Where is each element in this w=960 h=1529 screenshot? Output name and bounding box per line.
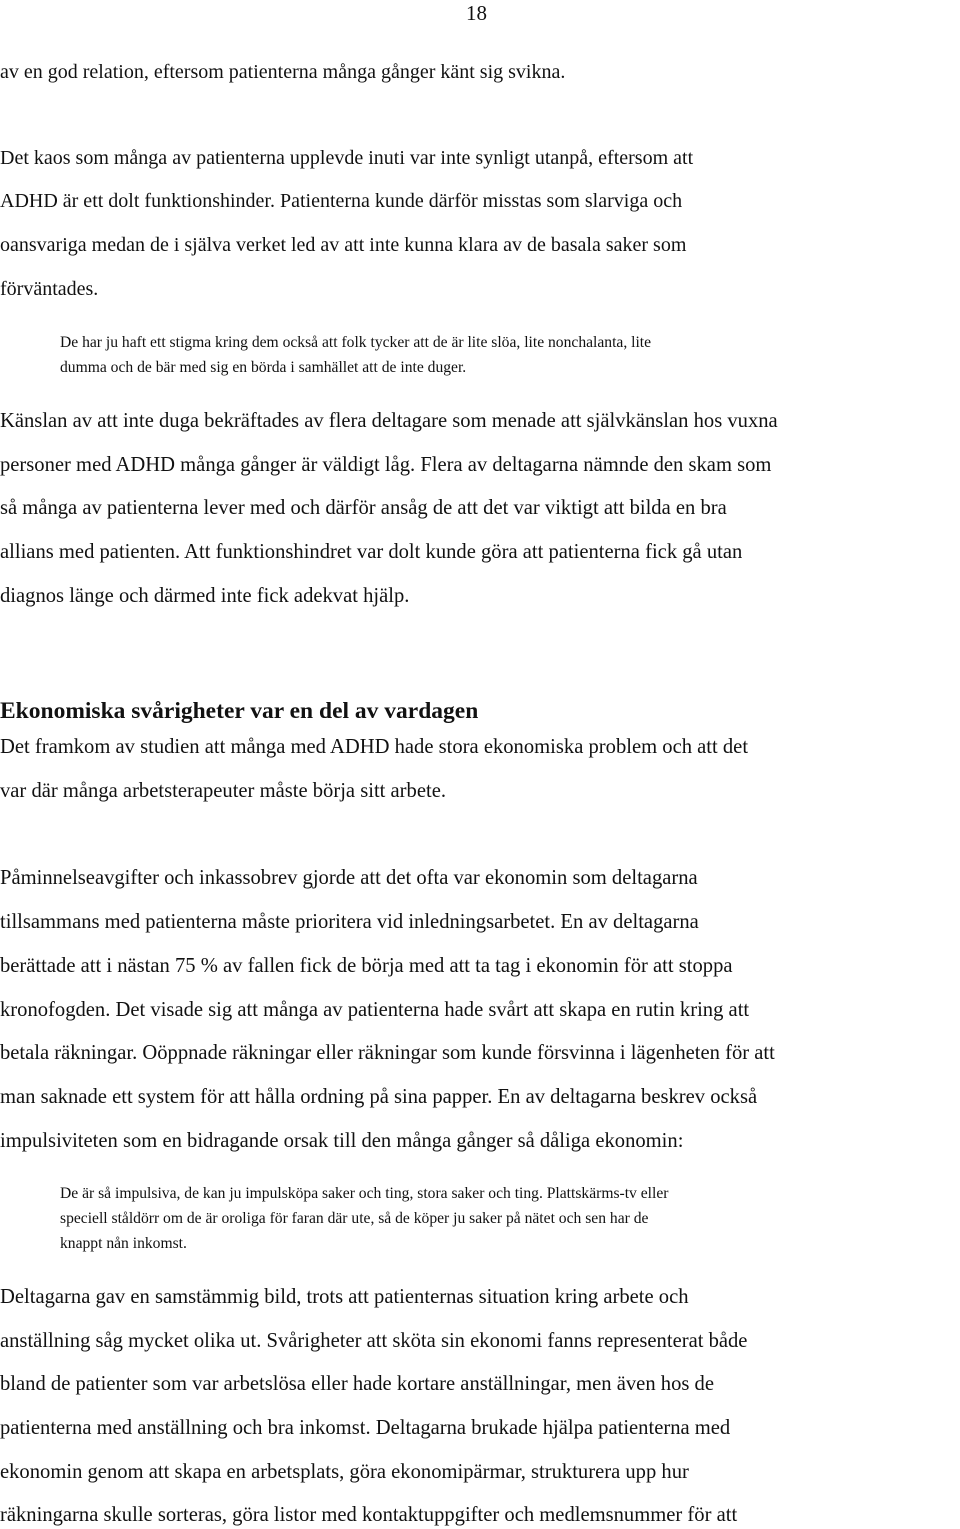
quote-line: De har ju haft ett stigma kring dem också att folk tycker att de är lite slöa, lite nonchalanta, lite bbox=[60, 334, 652, 351]
quote-line: De är så impulsiva, de kan ju impulsköpa saker och ting, stora saker och ting. Plattskärms-tv eller bbox=[60, 1185, 669, 1202]
quote-line: speciell ståldörr om de är oroliga för faran där ute, så de köper ju saker på nätet och sen har de bbox=[60, 1210, 649, 1227]
text-line: av en god relation, eftersom patienterna många gånger känt sig svikna. bbox=[0, 61, 566, 83]
text-line: diagnos länge och därmed inte fick adekvat hjälp. bbox=[0, 585, 410, 607]
quote-line: dumma och de bär med sig en börda i samhället att de inte duger. bbox=[60, 359, 467, 376]
text-line: patienterna med anställning och bra inkomst. Deltagarna brukade hjälpa patienterna med bbox=[0, 1417, 731, 1439]
text-line: Känslan av att inte duga bekräftades av flera deltagare som menade att självkänslan hos vuxna bbox=[0, 410, 778, 432]
quote-line: knappt nån inkomst. bbox=[60, 1235, 187, 1252]
text-line: Det framkom av studien att många med ADHD hade stora ekonomiska problem och att det bbox=[0, 736, 749, 758]
text-line: allians med patienten. Att funktionshindret var dolt kunde göra att patienterna fick gå utan bbox=[0, 541, 743, 563]
text-line: Deltagarna gav en samstämmig bild, trots att patienternas situation kring arbete och bbox=[0, 1286, 689, 1308]
text-line: Påminnelseavgifter och inkassobrev gjorde att det ofta var ekonomin som deltagarna bbox=[0, 867, 698, 889]
text-line: berättade att i nästan 75 % av fallen fick de börja med att ta tag i ekonomin för att stoppa bbox=[0, 955, 733, 977]
text-line: ADHD är ett dolt funktionshinder. Patienterna kunde därför misstas som slarviga och bbox=[0, 190, 683, 212]
text-line: så många av patienterna lever med och därför ansåg de att det var viktigt att bilda en bra bbox=[0, 497, 727, 519]
text-line: betala räkningar. Oöppnade räkningar eller räkningar som kunde försvinna i lägenheten för att bbox=[0, 1042, 775, 1064]
text-line: förväntades. bbox=[0, 278, 99, 300]
page-number: 18 bbox=[466, 1, 487, 25]
text-line: Det kaos som många av patienterna upplevde inuti var inte synligt utanpå, eftersom att bbox=[0, 147, 694, 169]
text-line: var där många arbetsterapeuter måste börja sitt arbete. bbox=[0, 780, 446, 802]
text-line: impulsiviteten som en bidragande orsak till den många gånger så dåliga ekonomin: bbox=[0, 1130, 684, 1152]
text-line: ekonomin genom att skapa en arbetsplats, göra ekonomipärmar, strukturera upp hur bbox=[0, 1461, 689, 1483]
text-line: kronofogden. Det visade sig att många av patienterna hade svårt att skapa en rutin kring att bbox=[0, 999, 750, 1021]
text-line: man saknade ett system för att hålla ordning på sina papper. En av deltagarna beskrev också bbox=[0, 1086, 758, 1108]
text-line: anställning såg mycket olika ut. Svårigheter att sköta sin ekonomi fanns representerat både bbox=[0, 1330, 748, 1352]
text-line: personer med ADHD många gånger är väldigt låg. Flera av deltagarna nämnde den skam som bbox=[0, 454, 772, 476]
text-line: bland de patienter som var arbetslösa eller hade kortare anställningar, men även hos de bbox=[0, 1373, 714, 1395]
section-heading: Ekonomiska svårigheter var en del av vardagen bbox=[0, 698, 479, 724]
text-line: räkningarna skulle sorteras, göra listor med kontaktuppgifter och medlemsnummer för att bbox=[0, 1504, 738, 1526]
text-line: tillsammans med patienterna måste prioritera vid inledningsarbetet. En av deltagarna bbox=[0, 911, 699, 933]
text-line: oansvariga medan de i själva verket led av att inte kunna klara av de basala saker som bbox=[0, 234, 687, 256]
